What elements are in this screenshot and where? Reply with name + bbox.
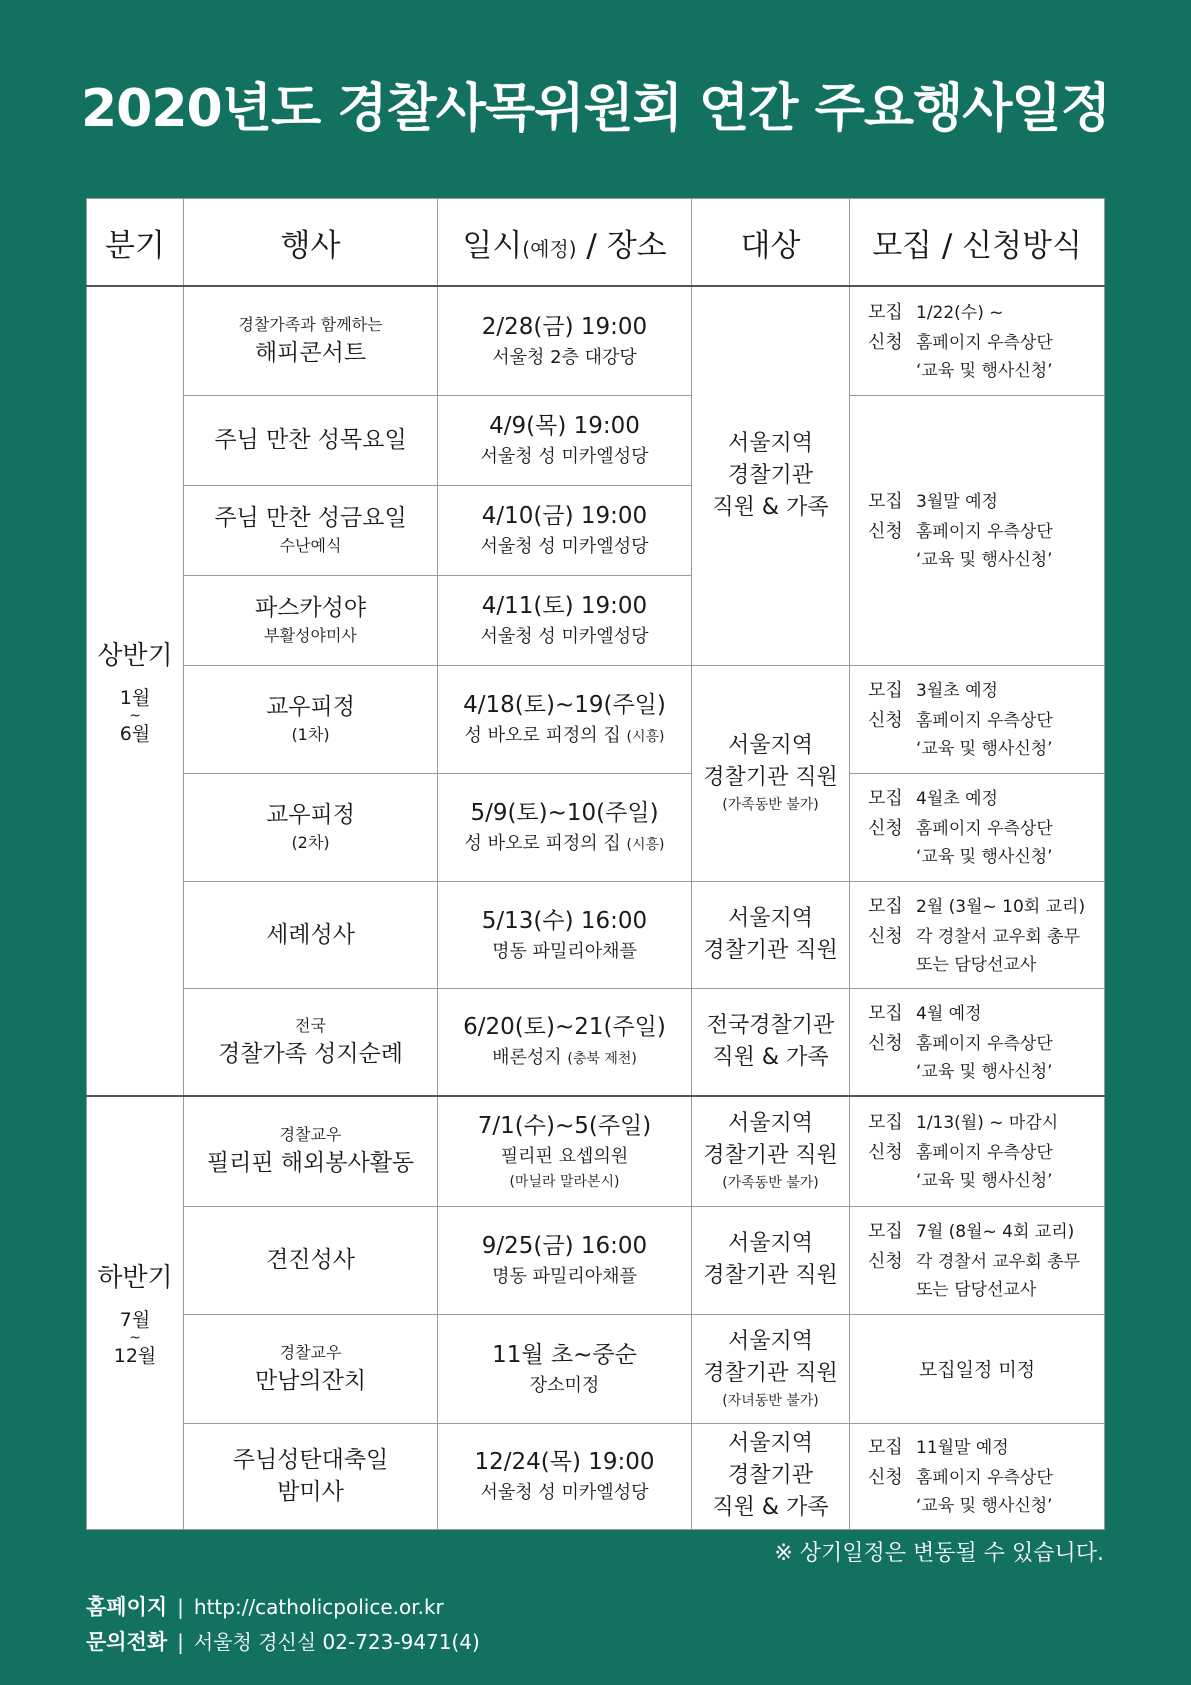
table-row bbox=[87, 1314, 1105, 1423]
target-cell: 서울지역 경찰기관 직원 & 가족 bbox=[692, 286, 850, 665]
apply-cell: 모집일정 미정 bbox=[850, 1314, 1105, 1423]
table-row bbox=[87, 881, 1105, 988]
target-cell: 서울지역 경찰기관 직원 bbox=[692, 881, 850, 988]
table-row bbox=[87, 1206, 1105, 1314]
event-cell: 주님성탄대축일 밤미사 bbox=[184, 1423, 438, 1529]
apply-cell: 모집 11월말 예정 신청 홈페이지 우측상단 ‘교육 및 행사신청’ bbox=[850, 1423, 1105, 1529]
apply-cell: 모집 3월말 예정 신청 홈페이지 우측상단 ‘교육 및 행사신청’ bbox=[850, 395, 1105, 665]
phone-number: 서울청 경신실 02-723-9471(4) bbox=[193, 1630, 480, 1654]
homepage-link[interactable]: http://catholicpolice.or.kr bbox=[193, 1595, 444, 1619]
apply-cell: 모집 4월 예정 신청 홈페이지 우측상단 ‘교육 및 행사신청’ bbox=[850, 988, 1105, 1096]
event-cell: 주님 만찬 성목요일 bbox=[184, 395, 438, 485]
date-cell: 6/20(토)~21(주일) 배론성지 (충북 제천) bbox=[438, 988, 692, 1096]
date-cell: 4/10(금) 19:00 서울청 성 미카엘성당 bbox=[438, 485, 692, 575]
schedule-change-note: ※ 상기일정은 변동될 수 있습니다. bbox=[774, 1541, 1104, 1566]
event-cell: 전국 경찰가족 성지순례 bbox=[184, 988, 438, 1096]
table-row bbox=[87, 773, 1105, 881]
event-cell: 세례성사 bbox=[184, 881, 438, 988]
half-first: 상반기 1월 ~ 6월 bbox=[87, 286, 184, 1096]
apply-cell: 모집 3월초 예정 신청 홈페이지 우측상단 ‘교육 및 행사신청’ bbox=[850, 665, 1105, 773]
event-cell: 경찰교우 만남의잔치 bbox=[184, 1314, 438, 1423]
date-cell: 4/11(토) 19:00 서울청 성 미카엘성당 bbox=[438, 575, 692, 665]
target-cell: 서울지역 경찰기관 직원 (자녀동반 불가) bbox=[692, 1314, 850, 1423]
event-cell: 교우피정 (2차) bbox=[184, 773, 438, 881]
table-row bbox=[87, 395, 1105, 485]
header-date-place: 일시(예정) / 장소 bbox=[438, 199, 692, 287]
date-cell: 9/25(금) 16:00 명동 파밀리아채플 bbox=[438, 1206, 692, 1314]
apply-cell: 모집 2월 (3월~ 10회 교리) 신청 각 경찰서 교우회 총무 또는 담당선교사 bbox=[850, 881, 1105, 988]
date-cell: 11월 초~중순 장소미정 bbox=[438, 1314, 692, 1423]
header-apply: 모집 / 신청방식 bbox=[850, 199, 1105, 287]
header-target: 대상 bbox=[692, 199, 850, 287]
footer-homepage: 홈페이지 | http://catholicpolice.or.kr bbox=[86, 1595, 444, 1619]
target-cell: 서울지역 경찰기관 직원 (가족동반 불가) bbox=[692, 665, 850, 881]
page-title: 2020년도 경찰사목위원회 연간 주요행사일정 bbox=[81, 79, 1110, 139]
target-cell: 서울지역 경찰기관 직원 & 가족 bbox=[692, 1423, 850, 1529]
header-quarter: 분기 bbox=[87, 199, 184, 287]
event-cell: 경찰가족과 함께하는 해피콘서트 bbox=[184, 286, 438, 395]
target-cell: 서울지역 경찰기관 직원 (가족동반 불가) bbox=[692, 1096, 850, 1206]
header-event: 행사 bbox=[184, 199, 438, 287]
table-row bbox=[87, 665, 1105, 773]
event-cell: 경찰교우 필리핀 해외봉사활동 bbox=[184, 1096, 438, 1206]
table-row bbox=[87, 286, 1105, 395]
date-cell: 12/24(목) 19:00 서울청 성 미카엘성당 bbox=[438, 1423, 692, 1529]
apply-cell: 모집 4월초 예정 신청 홈페이지 우측상단 ‘교육 및 행사신청’ bbox=[850, 773, 1105, 881]
target-cell: 서울지역 경찰기관 직원 bbox=[692, 1206, 850, 1314]
date-cell: 5/9(토)~10(주일) 성 바오로 피정의 집 (시흥) bbox=[438, 773, 692, 881]
event-cell: 주님 만찬 성금요일 수난예식 bbox=[184, 485, 438, 575]
date-cell: 4/9(목) 19:00 서울청 성 미카엘성당 bbox=[438, 395, 692, 485]
date-cell: 7/1(수)~5(주일) 필리핀 요셉의원 (마닐라 말라본시) bbox=[438, 1096, 692, 1206]
date-cell: 4/18(토)~19(주일) 성 바오로 피정의 집 (시흥) bbox=[438, 665, 692, 773]
half-second: 하반기 7월 ~ 12월 bbox=[87, 1096, 184, 1529]
table-row bbox=[87, 1423, 1105, 1529]
date-cell: 5/13(수) 16:00 명동 파밀리아채플 bbox=[438, 881, 692, 988]
event-cell: 파스카성야 부활성야미사 bbox=[184, 575, 438, 665]
target-cell: 전국경찰기관 직원 & 가족 bbox=[692, 988, 850, 1096]
apply-cell: 모집 1/13(월) ~ 마감시 신청 홈페이지 우측상단 ‘교육 및 행사신청’ bbox=[850, 1096, 1105, 1206]
schedule-table bbox=[86, 198, 1105, 1530]
event-cell: 교우피정 (1차) bbox=[184, 665, 438, 773]
table-row bbox=[87, 1096, 1105, 1206]
apply-cell: 모집 1/22(수) ~ 신청 홈페이지 우측상단 ‘교육 및 행사신청’ bbox=[850, 286, 1105, 395]
table-header-row bbox=[87, 199, 1105, 287]
footer-phone: 문의전화 | 서울청 경신실 02-723-9471(4) bbox=[86, 1630, 480, 1654]
table-row bbox=[87, 988, 1105, 1096]
date-cell: 2/28(금) 19:00 서울청 2층 대강당 bbox=[438, 286, 692, 395]
event-cell: 견진성사 bbox=[184, 1206, 438, 1314]
apply-cell: 모집 7월 (8월~ 4회 교리) 신청 각 경찰서 교우회 총무 또는 담당선교사 bbox=[850, 1206, 1105, 1314]
